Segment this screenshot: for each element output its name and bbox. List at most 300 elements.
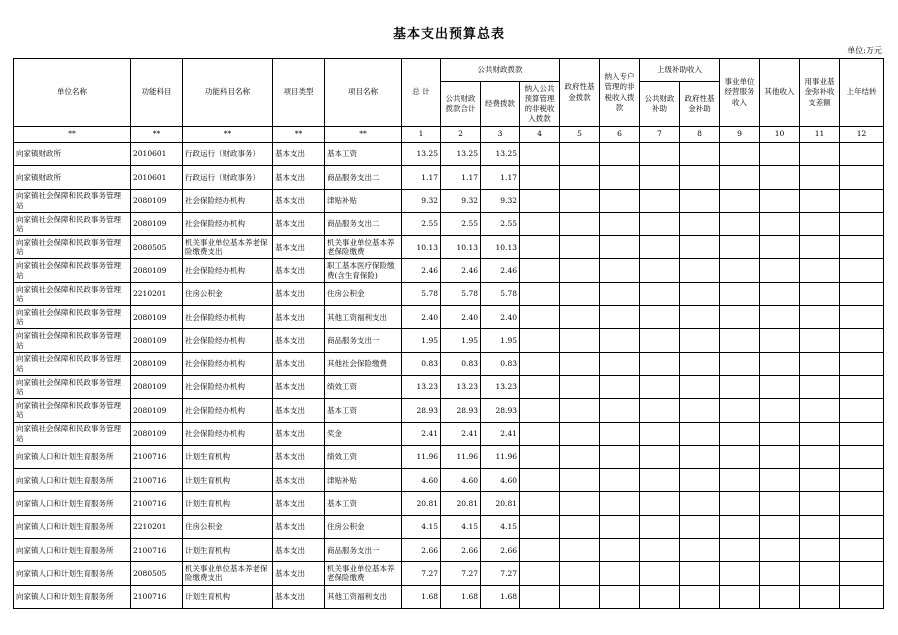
cell-fund-makeup bbox=[800, 259, 840, 282]
cell-unit-name: 向家镇社会保障和民政事务管理站 bbox=[14, 282, 131, 305]
cell-special-nontax bbox=[600, 329, 640, 352]
cell-public-fiscal-subsidy bbox=[640, 469, 680, 492]
cell-public-fiscal-subsidy bbox=[640, 492, 680, 515]
cell-public-fiscal-total: 7.27 bbox=[441, 562, 481, 585]
cell-public-fiscal-total: 0.83 bbox=[441, 352, 481, 375]
cell-total: 2.55 bbox=[402, 212, 441, 235]
cell-unit-name: 向家镇财政所 bbox=[14, 143, 131, 166]
cell-last-year-carry bbox=[840, 352, 884, 375]
cell-other-income bbox=[760, 375, 800, 398]
cell-nontax-budget bbox=[520, 539, 560, 562]
cell-special-nontax bbox=[600, 259, 640, 282]
cell-nontax-budget bbox=[520, 282, 560, 305]
cell-gov-fund bbox=[560, 539, 600, 562]
cell-item-name: 基本工资 bbox=[325, 492, 402, 515]
cell-operating: 11.96 bbox=[481, 445, 520, 468]
cell-last-year-carry bbox=[840, 212, 884, 235]
cell-unit-name: 向家镇社会保障和民政事务管理站 bbox=[14, 189, 131, 212]
column-index-cell: 5 bbox=[560, 127, 600, 143]
cell-public-fiscal-subsidy bbox=[640, 562, 680, 585]
cell-operating: 2.66 bbox=[481, 539, 520, 562]
unit-label: 单位:万元 bbox=[847, 46, 882, 55]
cell-fund-makeup bbox=[800, 189, 840, 212]
cell-item-name: 机关事业单位基本养老保险缴费 bbox=[325, 562, 402, 585]
cell-last-year-carry bbox=[840, 143, 884, 166]
cell-nontax-budget bbox=[520, 375, 560, 398]
cell-func-code: 2080109 bbox=[131, 422, 183, 445]
cell-gov-fund bbox=[560, 212, 600, 235]
cell-special-nontax bbox=[600, 352, 640, 375]
cell-enterprise-service bbox=[720, 236, 760, 259]
cell-unit-name: 向家镇人口和计划生育服务所 bbox=[14, 585, 131, 608]
cell-unit-name: 向家镇社会保障和民政事务管理站 bbox=[14, 399, 131, 422]
cell-total: 13.25 bbox=[402, 143, 441, 166]
cell-public-fiscal-subsidy bbox=[640, 515, 680, 538]
cell-unit-name: 向家镇人口和计划生育服务所 bbox=[14, 469, 131, 492]
cell-func-name: 社会保险经办机构 bbox=[183, 329, 273, 352]
table-row bbox=[14, 445, 884, 468]
cell-operating: 7.27 bbox=[481, 562, 520, 585]
column-index-cell: 8 bbox=[680, 127, 720, 143]
table-row bbox=[14, 422, 884, 445]
cell-gov-fund-subsidy bbox=[680, 492, 720, 515]
cell-gov-fund bbox=[560, 329, 600, 352]
cell-gov-fund bbox=[560, 306, 600, 329]
cell-fund-makeup bbox=[800, 282, 840, 305]
cell-enterprise-service bbox=[720, 306, 760, 329]
cell-nontax-budget bbox=[520, 399, 560, 422]
cell-item-type: 基本支出 bbox=[273, 189, 325, 212]
cell-func-name: 行政运行（财政事务） bbox=[183, 143, 273, 166]
cell-func-name: 计划生育机构 bbox=[183, 469, 273, 492]
cell-item-name: 职工基本医疗保险缴费(含生育保险) bbox=[325, 259, 402, 282]
table-row bbox=[14, 399, 884, 422]
cell-func-name: 住房公积金 bbox=[183, 282, 273, 305]
cell-item-type: 基本支出 bbox=[273, 212, 325, 235]
column-index-cell: ** bbox=[183, 127, 273, 143]
cell-operating: 5.78 bbox=[481, 282, 520, 305]
cell-total: 2.46 bbox=[402, 259, 441, 282]
cell-operating: 2.46 bbox=[481, 259, 520, 282]
cell-fund-makeup bbox=[800, 143, 840, 166]
cell-operating: 20.81 bbox=[481, 492, 520, 515]
cell-total: 13.23 bbox=[402, 375, 441, 398]
cell-unit-name: 向家镇社会保障和民政事务管理站 bbox=[14, 259, 131, 282]
cell-gov-fund-subsidy bbox=[680, 329, 720, 352]
cell-other-income bbox=[760, 352, 800, 375]
cell-gov-fund bbox=[560, 562, 600, 585]
cell-enterprise-service bbox=[720, 375, 760, 398]
cell-special-nontax bbox=[600, 282, 640, 305]
cell-public-fiscal-total: 20.81 bbox=[441, 492, 481, 515]
cell-enterprise-service bbox=[720, 562, 760, 585]
cell-special-nontax bbox=[600, 166, 640, 189]
cell-item-type: 基本支出 bbox=[273, 515, 325, 538]
header-item-type: 项目类型 bbox=[273, 59, 325, 127]
cell-enterprise-service bbox=[720, 445, 760, 468]
cell-nontax-budget bbox=[520, 469, 560, 492]
cell-operating: 0.83 bbox=[481, 352, 520, 375]
cell-other-income bbox=[760, 212, 800, 235]
cell-func-name: 计划生育机构 bbox=[183, 539, 273, 562]
cell-nontax-budget bbox=[520, 212, 560, 235]
cell-item-name: 住房公积金 bbox=[325, 515, 402, 538]
header-item-name: 项目名称 bbox=[325, 59, 402, 127]
cell-item-type: 基本支出 bbox=[273, 492, 325, 515]
cell-fund-makeup bbox=[800, 306, 840, 329]
cell-operating: 1.17 bbox=[481, 166, 520, 189]
column-index-cell: 11 bbox=[800, 127, 840, 143]
cell-public-fiscal-total: 4.15 bbox=[441, 515, 481, 538]
cell-gov-fund bbox=[560, 189, 600, 212]
page-title: 基本支出预算总表 bbox=[392, 27, 505, 42]
column-index-cell: 9 bbox=[720, 127, 760, 143]
cell-nontax-budget bbox=[520, 166, 560, 189]
cell-item-name: 商品服务支出一 bbox=[325, 539, 402, 562]
cell-special-nontax bbox=[600, 422, 640, 445]
cell-gov-fund bbox=[560, 352, 600, 375]
cell-total: 4.60 bbox=[402, 469, 441, 492]
cell-total: 7.27 bbox=[402, 562, 441, 585]
cell-operating: 2.41 bbox=[481, 422, 520, 445]
cell-public-fiscal-subsidy bbox=[640, 352, 680, 375]
cell-item-type: 基本支出 bbox=[273, 143, 325, 166]
cell-nontax-budget bbox=[520, 585, 560, 608]
table-row bbox=[14, 329, 884, 352]
cell-other-income bbox=[760, 515, 800, 538]
cell-fund-makeup bbox=[800, 212, 840, 235]
cell-gov-fund bbox=[560, 282, 600, 305]
cell-nontax-budget bbox=[520, 236, 560, 259]
cell-special-nontax bbox=[600, 236, 640, 259]
cell-func-name: 社会保险经办机构 bbox=[183, 212, 273, 235]
cell-gov-fund bbox=[560, 469, 600, 492]
cell-public-fiscal-subsidy bbox=[640, 259, 680, 282]
column-index-row bbox=[14, 127, 884, 143]
cell-total: 0.83 bbox=[402, 352, 441, 375]
cell-operating: 1.68 bbox=[481, 585, 520, 608]
cell-unit-name: 向家镇人口和计划生育服务所 bbox=[14, 515, 131, 538]
column-index-cell: ** bbox=[14, 127, 131, 143]
cell-last-year-carry bbox=[840, 469, 884, 492]
cell-fund-makeup bbox=[800, 539, 840, 562]
cell-operating: 9.32 bbox=[481, 189, 520, 212]
cell-gov-fund bbox=[560, 236, 600, 259]
cell-gov-fund-subsidy bbox=[680, 422, 720, 445]
cell-last-year-carry bbox=[840, 329, 884, 352]
cell-other-income bbox=[760, 329, 800, 352]
cell-item-type: 基本支出 bbox=[273, 259, 325, 282]
cell-gov-fund-subsidy bbox=[680, 585, 720, 608]
cell-gov-fund bbox=[560, 422, 600, 445]
cell-func-code: 2080109 bbox=[131, 399, 183, 422]
cell-special-nontax bbox=[600, 375, 640, 398]
cell-gov-fund-subsidy bbox=[680, 399, 720, 422]
cell-fund-makeup bbox=[800, 422, 840, 445]
cell-func-code: 2210201 bbox=[131, 282, 183, 305]
cell-func-code: 2100716 bbox=[131, 469, 183, 492]
table-row bbox=[14, 236, 884, 259]
cell-public-fiscal-subsidy bbox=[640, 212, 680, 235]
cell-item-type: 基本支出 bbox=[273, 236, 325, 259]
cell-func-code: 2010601 bbox=[131, 143, 183, 166]
header-public-fiscal-subsidy: 公共财政补助 bbox=[640, 82, 680, 127]
header-operating: 经费拨款 bbox=[481, 82, 520, 127]
cell-func-code: 2100716 bbox=[131, 492, 183, 515]
column-index-cell: 4 bbox=[520, 127, 560, 143]
cell-enterprise-service bbox=[720, 585, 760, 608]
cell-func-code: 2080109 bbox=[131, 212, 183, 235]
cell-func-code: 2080109 bbox=[131, 329, 183, 352]
cell-enterprise-service bbox=[720, 143, 760, 166]
cell-total: 11.96 bbox=[402, 445, 441, 468]
cell-func-name: 社会保险经办机构 bbox=[183, 189, 273, 212]
cell-special-nontax bbox=[600, 539, 640, 562]
cell-public-fiscal-subsidy bbox=[640, 166, 680, 189]
cell-nontax-budget bbox=[520, 306, 560, 329]
cell-item-name: 津贴补贴 bbox=[325, 469, 402, 492]
cell-item-name: 津贴补贴 bbox=[325, 189, 402, 212]
cell-unit-name: 向家镇社会保障和民政事务管理站 bbox=[14, 352, 131, 375]
column-index-cell: 1 bbox=[402, 127, 441, 143]
cell-enterprise-service bbox=[720, 515, 760, 538]
cell-public-fiscal-total: 2.66 bbox=[441, 539, 481, 562]
cell-last-year-carry bbox=[840, 539, 884, 562]
cell-last-year-carry bbox=[840, 236, 884, 259]
header-public-fiscal: 公共财政拨款 bbox=[441, 59, 560, 82]
cell-item-type: 基本支出 bbox=[273, 352, 325, 375]
cell-total: 2.41 bbox=[402, 422, 441, 445]
cell-func-code: 2080505 bbox=[131, 562, 183, 585]
cell-fund-makeup bbox=[800, 469, 840, 492]
table-row bbox=[14, 306, 884, 329]
cell-total: 2.40 bbox=[402, 306, 441, 329]
header-gov-fund: 政府性基金拨款 bbox=[560, 59, 600, 127]
cell-fund-makeup bbox=[800, 166, 840, 189]
cell-func-code: 2100716 bbox=[131, 445, 183, 468]
cell-func-code: 2210201 bbox=[131, 515, 183, 538]
cell-public-fiscal-total: 11.96 bbox=[441, 445, 481, 468]
cell-public-fiscal-total: 2.46 bbox=[441, 259, 481, 282]
cell-func-code: 2100716 bbox=[131, 539, 183, 562]
cell-func-name: 社会保险经办机构 bbox=[183, 259, 273, 282]
cell-nontax-budget bbox=[520, 492, 560, 515]
header-func-code: 功能科目 bbox=[131, 59, 183, 127]
cell-total: 10.13 bbox=[402, 236, 441, 259]
header-special-nontax: 纳入专户管理的非税收入拨款 bbox=[600, 59, 640, 127]
cell-item-name: 绩效工资 bbox=[325, 375, 402, 398]
table-row bbox=[14, 212, 884, 235]
cell-enterprise-service bbox=[720, 282, 760, 305]
cell-public-fiscal-total: 9.32 bbox=[441, 189, 481, 212]
cell-gov-fund bbox=[560, 143, 600, 166]
cell-total: 2.66 bbox=[402, 539, 441, 562]
cell-public-fiscal-total: 2.55 bbox=[441, 212, 481, 235]
cell-unit-name: 向家镇社会保障和民政事务管理站 bbox=[14, 422, 131, 445]
column-index-cell: 7 bbox=[640, 127, 680, 143]
cell-public-fiscal-subsidy bbox=[640, 189, 680, 212]
cell-item-name: 商品服务支出二 bbox=[325, 212, 402, 235]
cell-fund-makeup bbox=[800, 329, 840, 352]
cell-last-year-carry bbox=[840, 562, 884, 585]
cell-operating: 10.13 bbox=[481, 236, 520, 259]
cell-last-year-carry bbox=[840, 445, 884, 468]
cell-enterprise-service bbox=[720, 166, 760, 189]
cell-item-name: 商品服务支出一 bbox=[325, 329, 402, 352]
cell-public-fiscal-total: 1.68 bbox=[441, 585, 481, 608]
cell-last-year-carry bbox=[840, 585, 884, 608]
cell-public-fiscal-subsidy bbox=[640, 236, 680, 259]
cell-func-name: 计划生育机构 bbox=[183, 445, 273, 468]
cell-func-code: 2080109 bbox=[131, 352, 183, 375]
cell-unit-name: 向家镇社会保障和民政事务管理站 bbox=[14, 329, 131, 352]
cell-nontax-budget bbox=[520, 189, 560, 212]
cell-nontax-budget bbox=[520, 352, 560, 375]
table-row bbox=[14, 492, 884, 515]
cell-other-income bbox=[760, 539, 800, 562]
header-public-fiscal-total: 公共财政拨款合计 bbox=[441, 82, 481, 127]
cell-enterprise-service bbox=[720, 469, 760, 492]
cell-fund-makeup bbox=[800, 562, 840, 585]
cell-public-fiscal-total: 13.23 bbox=[441, 375, 481, 398]
cell-other-income bbox=[760, 236, 800, 259]
cell-public-fiscal-subsidy bbox=[640, 445, 680, 468]
cell-special-nontax bbox=[600, 212, 640, 235]
cell-item-type: 基本支出 bbox=[273, 282, 325, 305]
cell-operating: 4.15 bbox=[481, 515, 520, 538]
cell-last-year-carry bbox=[840, 375, 884, 398]
cell-func-name: 住房公积金 bbox=[183, 515, 273, 538]
cell-special-nontax bbox=[600, 492, 640, 515]
table-row bbox=[14, 166, 884, 189]
cell-item-type: 基本支出 bbox=[273, 166, 325, 189]
cell-item-type: 基本支出 bbox=[273, 375, 325, 398]
cell-enterprise-service bbox=[720, 189, 760, 212]
cell-gov-fund-subsidy bbox=[680, 236, 720, 259]
cell-public-fiscal-total: 2.40 bbox=[441, 306, 481, 329]
cell-public-fiscal-total: 1.17 bbox=[441, 166, 481, 189]
cell-gov-fund-subsidy bbox=[680, 189, 720, 212]
cell-unit-name: 向家镇人口和计划生育服务所 bbox=[14, 539, 131, 562]
cell-func-name: 社会保险经办机构 bbox=[183, 422, 273, 445]
header-func-name: 功能科目名称 bbox=[183, 59, 273, 127]
cell-public-fiscal-subsidy bbox=[640, 539, 680, 562]
cell-item-type: 基本支出 bbox=[273, 562, 325, 585]
cell-fund-makeup bbox=[800, 399, 840, 422]
cell-special-nontax bbox=[600, 585, 640, 608]
cell-last-year-carry bbox=[840, 259, 884, 282]
column-index-cell: ** bbox=[131, 127, 183, 143]
cell-last-year-carry bbox=[840, 492, 884, 515]
column-index-cell: ** bbox=[325, 127, 402, 143]
cell-gov-fund-subsidy bbox=[680, 143, 720, 166]
cell-func-code: 2010601 bbox=[131, 166, 183, 189]
cell-item-name: 其他社会保险缴费 bbox=[325, 352, 402, 375]
cell-total: 5.78 bbox=[402, 282, 441, 305]
cell-nontax-budget bbox=[520, 259, 560, 282]
cell-func-name: 社会保险经办机构 bbox=[183, 306, 273, 329]
cell-other-income bbox=[760, 585, 800, 608]
cell-nontax-budget bbox=[520, 562, 560, 585]
cell-public-fiscal-subsidy bbox=[640, 422, 680, 445]
cell-public-fiscal-total: 28.93 bbox=[441, 399, 481, 422]
header-gov-fund-subsidy: 政府性基金补助 bbox=[680, 82, 720, 127]
cell-public-fiscal-total: 4.60 bbox=[441, 469, 481, 492]
cell-item-type: 基本支出 bbox=[273, 585, 325, 608]
cell-gov-fund-subsidy bbox=[680, 515, 720, 538]
cell-func-code: 2080109 bbox=[131, 306, 183, 329]
cell-gov-fund-subsidy bbox=[680, 539, 720, 562]
cell-fund-makeup bbox=[800, 492, 840, 515]
cell-unit-name: 向家镇社会保障和民政事务管理站 bbox=[14, 236, 131, 259]
cell-operating: 2.40 bbox=[481, 306, 520, 329]
cell-special-nontax bbox=[600, 399, 640, 422]
table-row bbox=[14, 143, 884, 166]
cell-nontax-budget bbox=[520, 445, 560, 468]
header-total: 总 计 bbox=[402, 59, 441, 127]
cell-total: 9.32 bbox=[402, 189, 441, 212]
cell-item-type: 基本支出 bbox=[273, 539, 325, 562]
cell-special-nontax bbox=[600, 562, 640, 585]
cell-item-type: 基本支出 bbox=[273, 306, 325, 329]
cell-gov-fund-subsidy bbox=[680, 306, 720, 329]
cell-fund-makeup bbox=[800, 352, 840, 375]
cell-unit-name: 向家镇社会保障和民政事务管理站 bbox=[14, 306, 131, 329]
cell-enterprise-service bbox=[720, 329, 760, 352]
cell-enterprise-service bbox=[720, 259, 760, 282]
table-row bbox=[14, 352, 884, 375]
table-row bbox=[14, 469, 884, 492]
cell-enterprise-service bbox=[720, 352, 760, 375]
cell-total: 28.93 bbox=[402, 399, 441, 422]
cell-fund-makeup bbox=[800, 515, 840, 538]
cell-special-nontax bbox=[600, 189, 640, 212]
cell-gov-fund-subsidy bbox=[680, 212, 720, 235]
cell-other-income bbox=[760, 562, 800, 585]
cell-other-income bbox=[760, 445, 800, 468]
cell-enterprise-service bbox=[720, 399, 760, 422]
cell-gov-fund bbox=[560, 166, 600, 189]
cell-func-code: 2080505 bbox=[131, 236, 183, 259]
column-index-cell: 10 bbox=[760, 127, 800, 143]
cell-public-fiscal-subsidy bbox=[640, 306, 680, 329]
cell-total: 4.15 bbox=[402, 515, 441, 538]
cell-func-code: 2080109 bbox=[131, 375, 183, 398]
cell-enterprise-service bbox=[720, 422, 760, 445]
cell-last-year-carry bbox=[840, 399, 884, 422]
cell-operating: 2.55 bbox=[481, 212, 520, 235]
cell-last-year-carry bbox=[840, 422, 884, 445]
table-row bbox=[14, 259, 884, 282]
cell-item-name: 商品服务支出二 bbox=[325, 166, 402, 189]
cell-unit-name: 向家镇人口和计划生育服务所 bbox=[14, 445, 131, 468]
cell-gov-fund bbox=[560, 259, 600, 282]
cell-item-name: 奖金 bbox=[325, 422, 402, 445]
cell-total: 1.68 bbox=[402, 585, 441, 608]
header-other-income: 其他收入 bbox=[760, 59, 800, 127]
cell-public-fiscal-subsidy bbox=[640, 585, 680, 608]
cell-nontax-budget bbox=[520, 143, 560, 166]
cell-gov-fund bbox=[560, 492, 600, 515]
table-body bbox=[14, 143, 884, 609]
cell-gov-fund bbox=[560, 375, 600, 398]
cell-other-income bbox=[760, 259, 800, 282]
cell-fund-makeup bbox=[800, 585, 840, 608]
cell-public-fiscal-subsidy bbox=[640, 282, 680, 305]
cell-unit-name: 向家镇社会保障和民政事务管理站 bbox=[14, 212, 131, 235]
cell-item-name: 其他工资福利支出 bbox=[325, 306, 402, 329]
cell-public-fiscal-subsidy bbox=[640, 329, 680, 352]
